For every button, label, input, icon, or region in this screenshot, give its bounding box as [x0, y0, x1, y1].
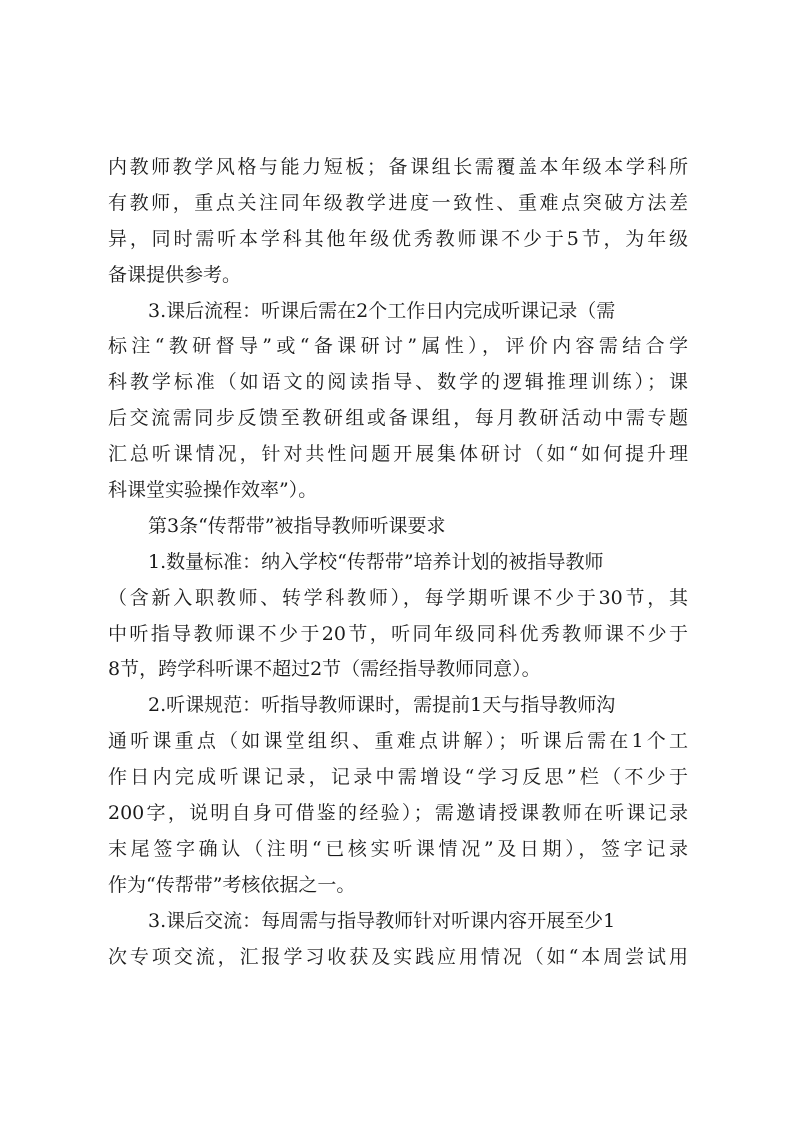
text-line: 异，同时需听本学科其他年级优秀教师课不少于5节，为年级 [108, 227, 688, 250]
text-line: 1.数量标准：纳入学校“传帮带”培养计划的被指导教师 [148, 550, 604, 573]
text-line: 中听指导教师课不少于20节，听同年级同科优秀教师课不少于 [108, 622, 688, 645]
text-line: 2.听课规范：听指导教师课时，需提前1天与指导教师沟 [148, 694, 616, 717]
text-line: 备课提供参考。 [108, 263, 242, 286]
text-line: （含新入职教师、转学科教师），每学期听课不少于30节，其 [108, 586, 688, 609]
text-line: 内教师教学风格与能力短板；备课组长需覆盖本年级本学科所 [108, 156, 688, 178]
text-line: 标注“教研督导”或“备课研讨”属性），评价内容需结合学 [108, 335, 688, 358]
body-text [108, 150, 688, 975]
text-line: 汇总听课情况，针对共性问题开展集体研讨（如“如何提升理 [108, 443, 688, 466]
text-line: 作日内完成听课记录，记录中需增设“学习反思”栏（不少于 [108, 766, 688, 789]
section-heading: 第3条“传帮带”被指导教师听课要求 [148, 514, 446, 537]
text-line: 8节，跨学科听课不超过2节（需经指导教师同意）。 [108, 658, 541, 681]
text-line: 科教学标准（如语文的阅读指导、数学的逻辑推理训练）；课 [108, 371, 688, 394]
text-line: 3.课后交流：每周需与指导教师针对听课内容开展至少1 [148, 909, 616, 932]
text-line: 次专项交流，汇报学习收获及实践应用情况（如“本周尝试用 [108, 945, 688, 968]
text-line: 作为“传帮带”考核依据之一。 [108, 873, 356, 896]
text-line: 3.课后流程：听课后需在2个工作日内完成听课记录（需 [148, 299, 616, 322]
text-line: 有教师，重点关注同年级教学进度一致性、重难点突破方法差 [108, 191, 688, 214]
text-line: 科课堂实验操作效率”）。 [108, 479, 318, 502]
text-line: 末尾签字确认（注明“已核实听课情况”及日期），签字记录 [108, 837, 688, 860]
text-line: 后交流需同步反馈至教研组或备课组，每月教研活动中需专题 [108, 407, 688, 430]
text-line: 200字，说明自身可借鉴的经验）；需邀请授课教师在听课记录 [108, 802, 688, 825]
text-line: 通听课重点（如课堂组织、重难点讲解）；听课后需在1个工 [108, 730, 688, 753]
